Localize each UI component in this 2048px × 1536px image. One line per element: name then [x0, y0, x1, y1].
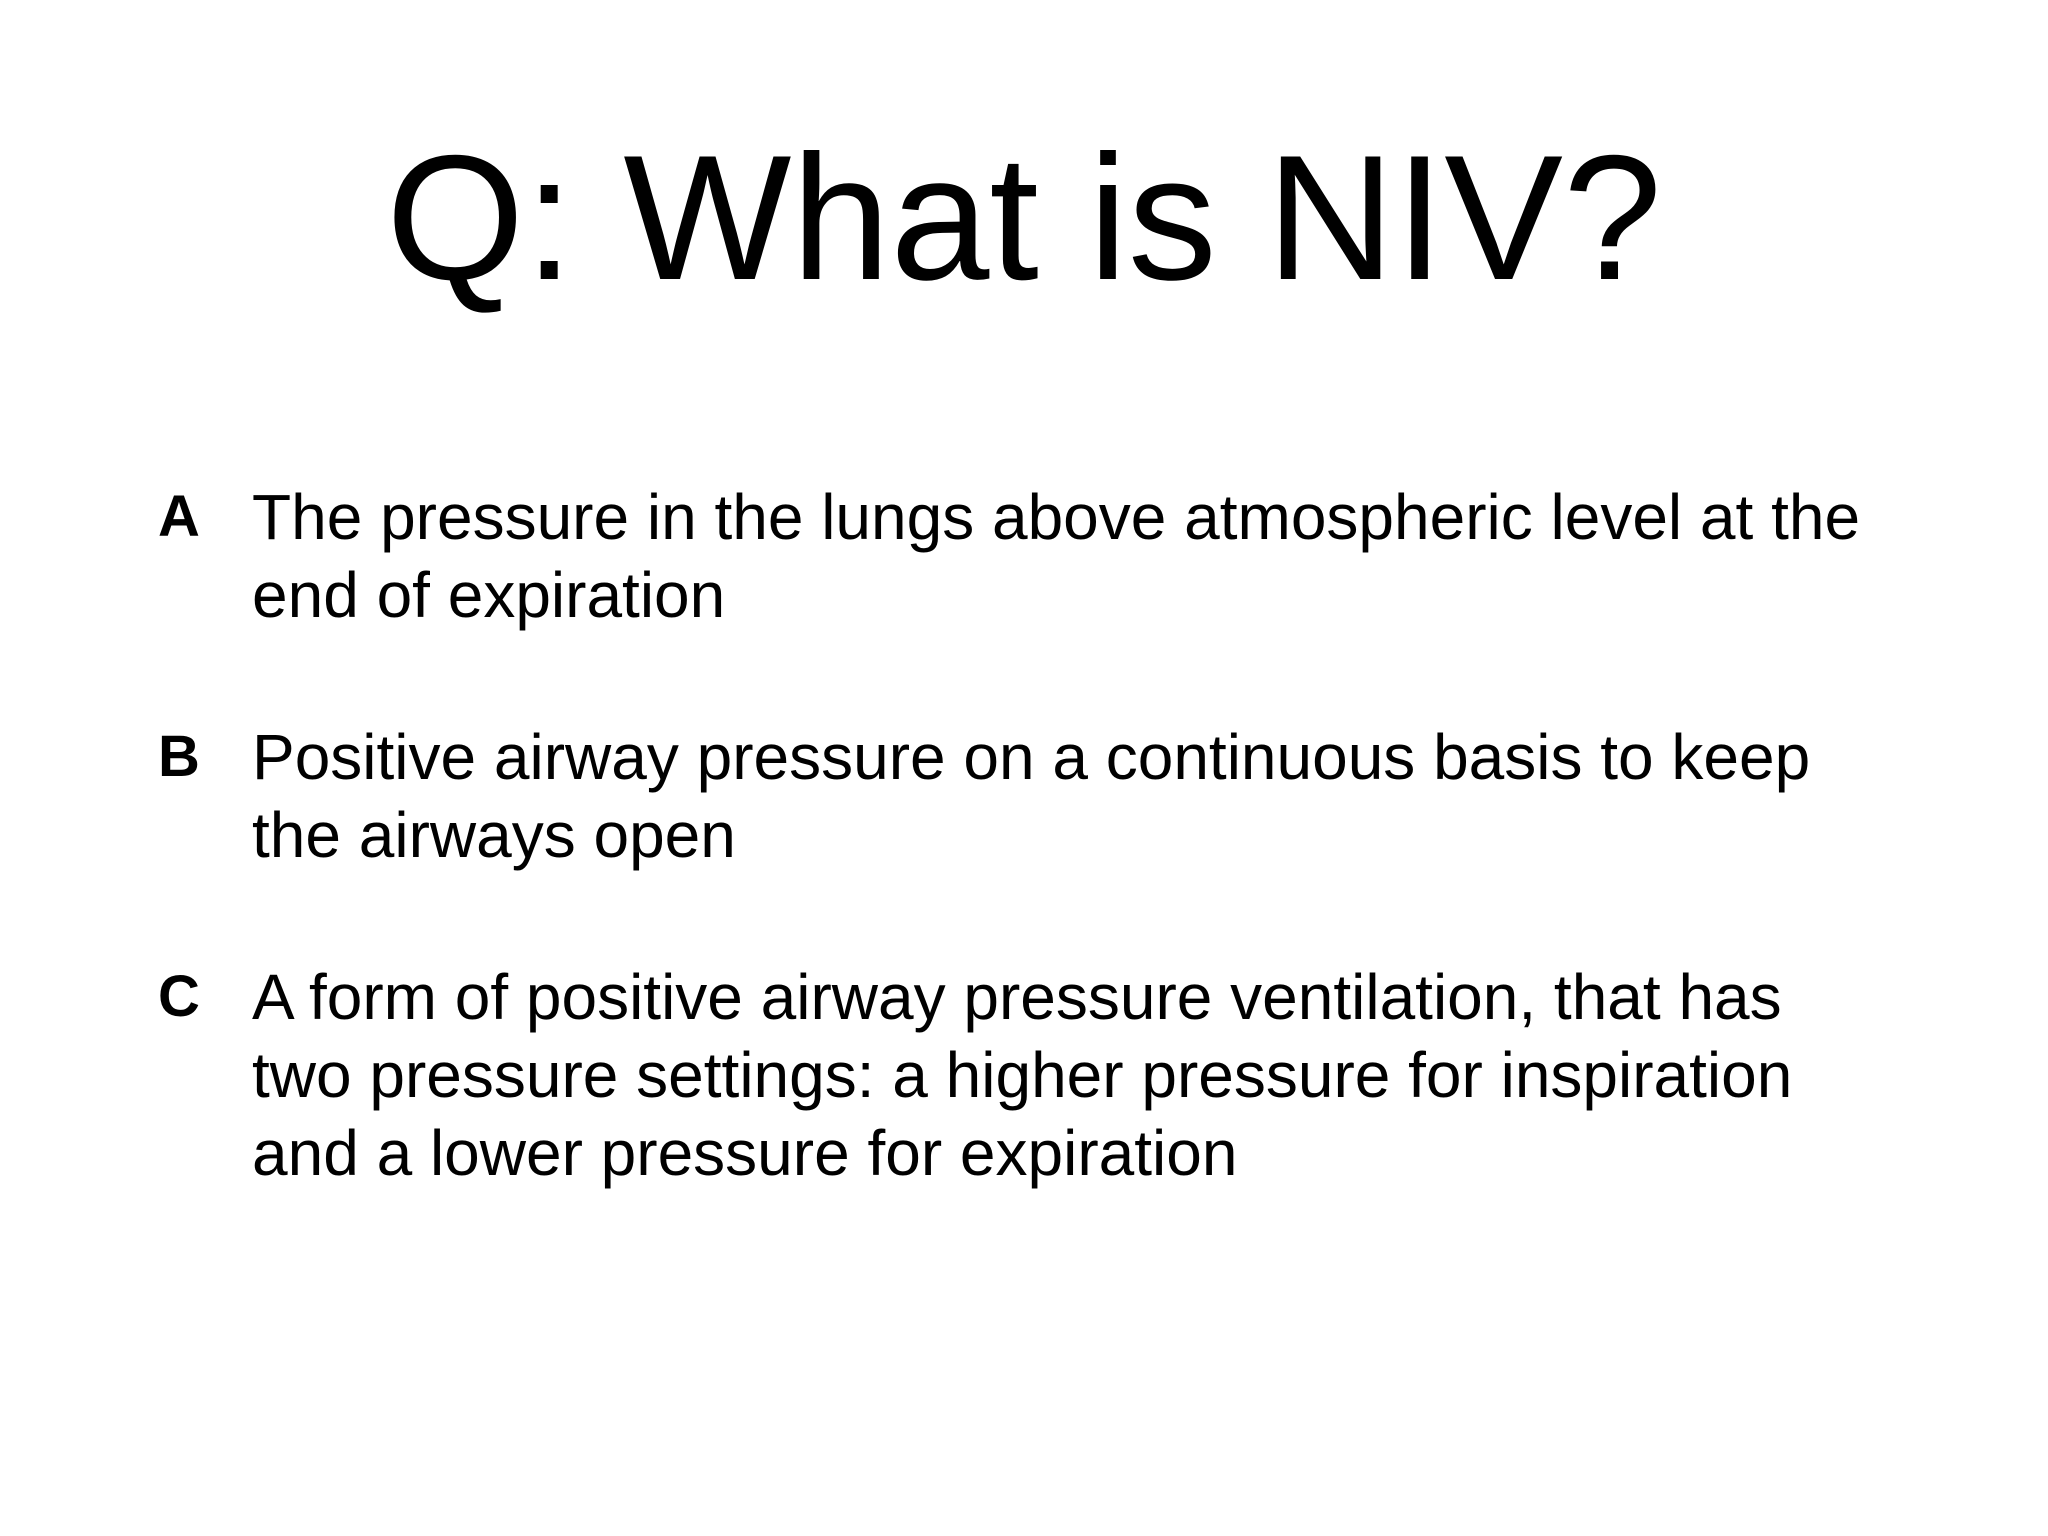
option-c-line-1: A form of positive airway pressure ventilation, that has: [252, 961, 1782, 1033]
option-b-line-1: Positive airway pressure on a continuous basis to keep: [252, 721, 1811, 793]
option-letter-b: B: [158, 724, 200, 789]
option-b-line-2: the airways open: [252, 799, 736, 871]
option-c-line-3: and a lower pressure for expiration: [252, 1117, 1238, 1189]
option-a-line-2: end of expiration: [252, 559, 726, 631]
option-a-line-1: The pressure in the lungs above atmospheric level at the: [252, 481, 1861, 553]
slide-title: Q: What is NIV?: [386, 118, 1662, 317]
option-text-a: [252, 478, 1912, 634]
option-letter-a: A: [158, 484, 200, 549]
option-c-line-2: two pressure settings: a higher pressure for inspiration: [252, 1039, 1793, 1111]
option-text-c: [252, 958, 1912, 1192]
option-text-b: [252, 718, 1912, 874]
option-letter-c: C: [158, 964, 200, 1029]
